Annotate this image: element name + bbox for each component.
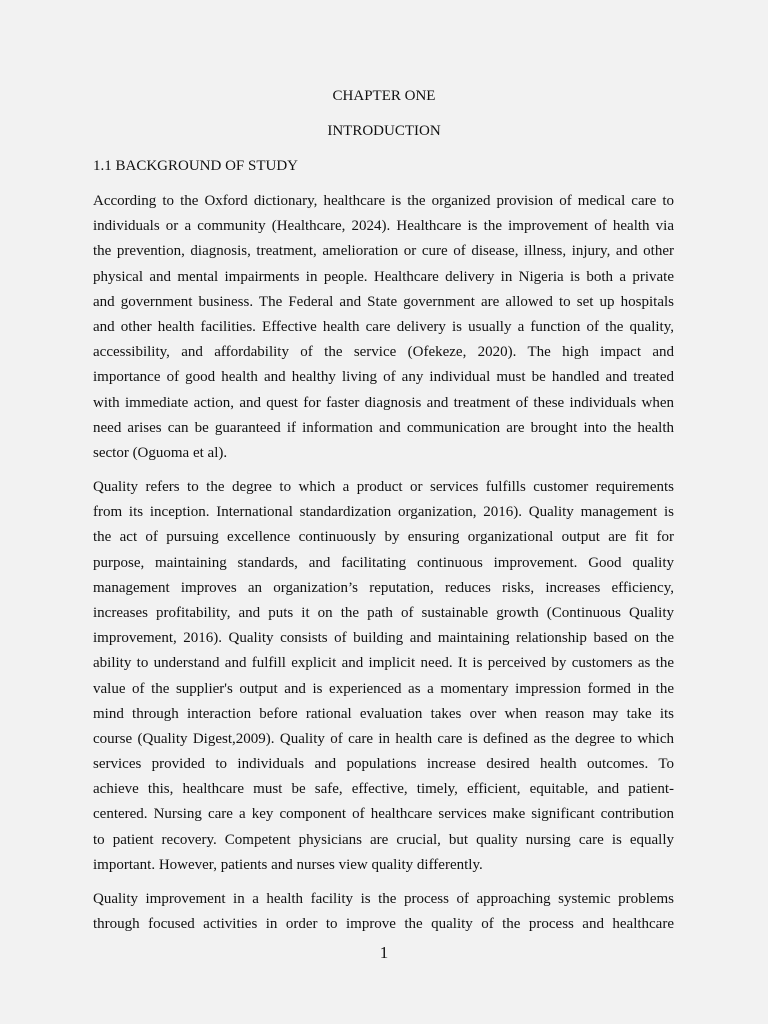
paragraph-line: improvement, 2016). Quality consists of building and maintaining relationship based on the (93, 630, 674, 647)
paragraph-line: to patient recovery. Competent physicians are crucial, but quality nursing care is equally (93, 831, 674, 848)
paragraph-line: importance of good health and healthy living of any individual must be handled and treated (93, 369, 674, 386)
paragraph-line: individuals or a community (Healthcare, 2024). Healthcare is the improvement of health via (93, 218, 674, 235)
paragraph-line: mind through interaction before rational evaluation takes over when reason may take its (93, 705, 674, 722)
paragraph-line: management improves an organization’s reputation, reduces risks, increases efficiency, (93, 579, 674, 596)
paragraph-line: sector (Oguoma et al). (93, 444, 228, 461)
paragraph-line: Quality improvement in a health facility is the process of approaching systemic problems (93, 891, 674, 907)
paragraph-quality-definition (93, 477, 674, 880)
paragraph-line: accessibility, and affordability of the service (Ofekeze, 2020). The high impact and (93, 344, 674, 361)
paragraph-line: important. However, patients and nurses view quality differently. (93, 856, 483, 873)
paragraph-line: and government business. The Federal and State government are allowed to set up hospitals (93, 293, 674, 310)
paragraph-line: purpose, maintaining standards, and facilitating continuous improvement. Good quality (93, 554, 674, 571)
paragraph-line: from its inception. International standardization organization, 2016). Quality management is (93, 504, 674, 521)
chapter-title: CHAPTER ONE (332, 88, 436, 104)
paragraph-line: and other health facilities. Effective health care delivery is usually a function of the quality, (93, 318, 674, 335)
paragraph-line: ability to understand and fulfill explicit and implicit need. It is perceived by customers as the (93, 655, 674, 672)
subsection-heading: 1.1 BACKGROUND OF STUDY (93, 158, 299, 174)
paragraph-line: the act of pursuing excellence continuously by ensuring organizational output are fit for (93, 529, 674, 546)
paragraph-healthcare-definition (93, 191, 674, 468)
paragraph-line: value of the supplier's output and is experienced as a momentary impression formed in the (93, 680, 674, 697)
section-heading: INTRODUCTION (327, 123, 441, 139)
paragraph-line: course (Quality Digest,2009). Quality of care in health care is defined as the degree to which (93, 730, 674, 747)
paragraph-line: According to the Oxford dictionary, healthcare is the organized provision of medical care to (93, 193, 674, 209)
paragraph-line: physical and mental impairments in people. Healthcare delivery in Nigeria is both a private (93, 268, 674, 285)
page-number: 1 (379, 943, 389, 962)
paragraph-line: the prevention, diagnosis, treatment, amelioration or cure of disease, illness, injury, and other (93, 243, 674, 260)
paragraph-line: increases profitability, and puts it on the path of sustainable growth (Continuous Quality (93, 604, 674, 621)
paragraph-line: need arises can be guaranteed if information and communication are brought into the health (93, 419, 674, 436)
paragraph-quality-improvement (93, 889, 674, 939)
paragraph-line: through focused activities in order to improve the quality of the process and healthcare (93, 916, 674, 933)
paragraph-line: achieve this, healthcare must be safe, effective, timely, efficient, equitable, and patient- (93, 781, 674, 798)
paragraph-line: Quality refers to the degree to which a product or services fulfills customer requirements (93, 479, 674, 495)
paragraph-line: services provided to individuals and populations increase desired health outcomes. To (93, 756, 674, 773)
paragraph-line: centered. Nursing care a key component of healthcare services make significant contribution (93, 806, 674, 823)
paragraph-line: with immediate action, and quest for faster diagnosis and treatment of these individuals when (93, 394, 674, 411)
